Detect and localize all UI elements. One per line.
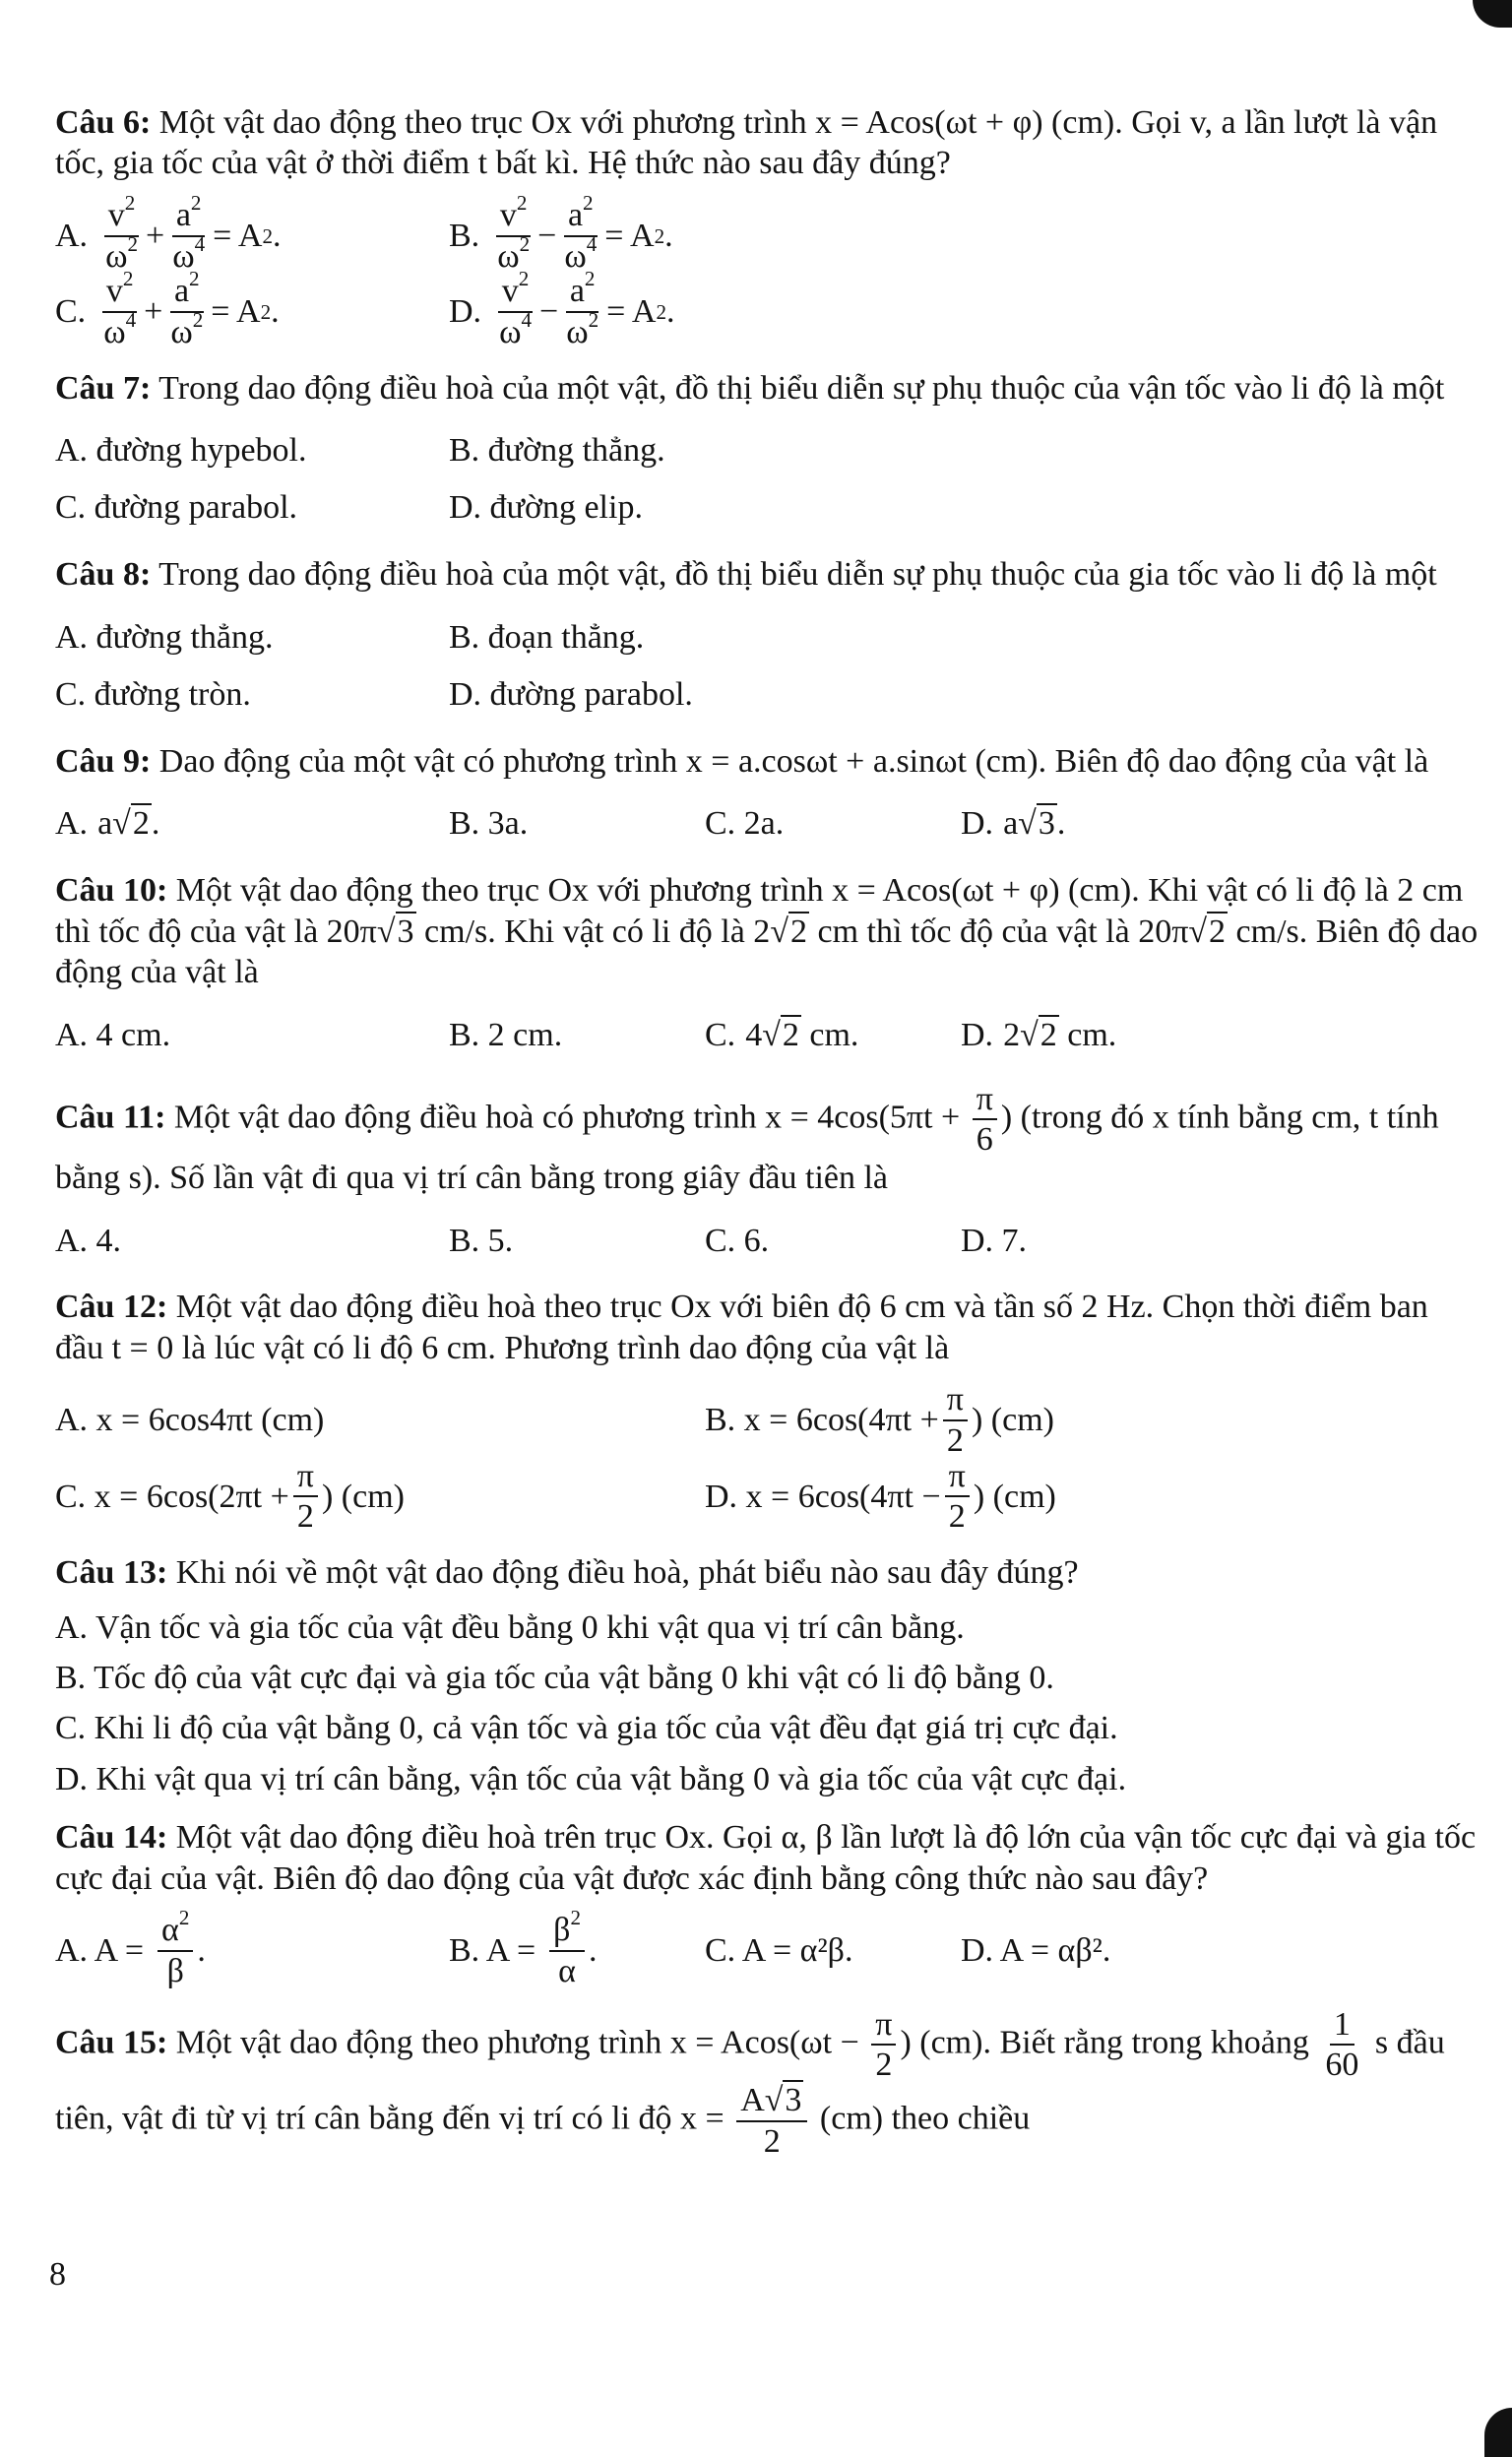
question-10-option-c[interactable]: C. 4 √2 cm. [705,1016,859,1053]
question-6-stem [55,102,1484,184]
question-12-option-b[interactable]: B. x = 6cos(4πt + $\frac{\pi}{2}$ ) (cm) [705,1381,1054,1459]
question-8-label: Câu 8: [55,556,152,594]
question-9-stem: Câu 9: Dao động của một vật có phương trình x = a.cosωt + a.sinωt (cm). Biên độ dao động của vật là [55,742,1429,780]
question-7-options [55,422,1484,536]
question-7-stem: Câu 7: Trong dao động điều hoà của một vật, đồ thị biểu diễn sự phụ thuộc của vận tốc vào li độ là một [55,369,1445,407]
question-11 [55,1082,1484,1270]
question-12-label: Câu 12: [55,1289,168,1326]
question-7-option-c[interactable]: C. đường parabol. [55,489,298,527]
question-7-label: Câu 7: [55,369,152,407]
question-10-option-a[interactable]: A. 4 cm. [55,1016,171,1053]
question-14 [55,1817,1484,1988]
question-10-option-d[interactable]: D. 2 √2 cm. [961,1016,1117,1053]
question-11-option-d[interactable]: D. 7. [961,1222,1028,1259]
question-9-options [55,795,1484,852]
question-14-option-d[interactable]: D. A = αβ². [961,1932,1111,1970]
page-number: 8 [49,2256,66,2293]
question-12-option-d[interactable]: D. x = 6cos(4πt − $\frac{\pi}{2}$ ) (cm) [705,1457,1056,1536]
exercise-page [55,102,1484,2176]
question-9-option-a[interactable]: A. a √2 . [55,795,449,852]
scan-corner-mark [1473,0,1512,28]
question-7 [55,368,1484,536]
question-13-option-d[interactable]: D. Khi vật qua vị trí cân bằng, vận tốc của vật bằng 0 và gia tốc của vật cực đại. [55,1760,1127,1797]
question-10-label: Câu 10: [55,872,168,910]
question-15-label: Câu 15: [55,2024,168,2061]
question-10-options [55,1007,1484,1064]
question-15 [55,2007,1484,2160]
question-12-stem: Câu 12: Một vật dao động điều hoà theo trục Ox với biên độ 6 cm và tần số 2 Hz. Chọn thời điểm ban đầu t = 0 là lúc vật có li độ 6 cm. Phương trình dao động của vật là [55,1289,1428,1366]
question-6-option-a[interactable]: A. $\frac{v^2}{\omega^2}$ + $\frac{a^2}{\omega^4}$ = A 2 . [55,191,282,275]
question-13 [55,1552,1484,1799]
question-9 [55,741,1484,852]
question-7-option-b[interactable]: B. đường thẳng. [449,432,665,470]
question-8-option-a[interactable]: A. đường thẳng. [55,618,274,656]
question-8-options [55,609,1484,724]
question-12 [55,1287,1484,1535]
question-7-option-a[interactable]: A. đường hypebol. [55,432,307,470]
question-10 [55,870,1484,1063]
question-12-option-c[interactable]: C. x = 6cos(2πt + $\frac{\pi}{2}$ ) (cm) [55,1457,405,1536]
question-9-option-b[interactable]: B. 3a. [449,805,529,843]
question-6-option-c[interactable]: C. $\frac{v^2}{\omega^4}$ + $\frac{a^2}{\omega^2}$ = A 2 . [55,267,280,350]
question-13-label: Câu 13: [55,1554,168,1592]
question-6-label: Câu 6: [55,104,152,141]
question-14-label: Câu 14: [55,1819,168,1857]
question-14-option-b[interactable]: B. A = $\frac{\beta^2}{\alpha}$ . [449,1906,598,1989]
question-9-label: Câu 9: [55,742,152,780]
question-6-option-d[interactable]: D. $\frac{v^2}{\omega^4}$ − $\frac{a^2}{\omega^2}$ = A 2 . [449,267,675,350]
question-8-option-b[interactable]: B. đoạn thẳng. [449,618,645,656]
question-6-text: Một vật dao động theo trục Ox với phương trình x = Acos(ωt + φ) (cm). Gọi v, a lần lượt là vận tốc, gia tốc của vật ở thời điểm t bất kì. Hệ thức nào sau đây đúng? [55,104,1438,182]
question-12-option-a[interactable]: A. x = 6cos4πt (cm) [55,1402,325,1439]
question-9-option-c[interactable]: C. 2a. [705,805,785,843]
question-6-option-b[interactable]: B. $\frac{v^2}{\omega^2}$ − $\frac{a^2}{\omega^4}$ = A 2 . [449,191,673,275]
question-11-label: Câu 11: [55,1098,166,1135]
question-14-stem: Câu 14: Một vật dao động điều hoà trên trục Ox. Gọi α, β lần lượt là độ lớn của vận tốc cực đại và gia tốc cực đại của vật. Biên độ dao động của vật được xác định bằng công thức nào sau đây? [55,1819,1477,1897]
question-13-option-c[interactable]: C. Khi li độ của vật bằng 0, cả vận tốc và gia tốc của vật đều đạt giá trị cực đại. [55,1710,1118,1747]
question-11-options [55,1212,1484,1269]
sqrt-symbol: √3 [1018,805,1055,843]
question-8-stem: Câu 8: Trong dao động điều hoà của một vật, đồ thị biểu diễn sự phụ thuộc của gia tốc vào li độ là một [55,556,1437,594]
question-8-option-d[interactable]: D. đường parabol. [449,675,693,713]
question-14-options [55,1906,1484,1989]
question-6 [55,102,1484,350]
question-15-stem: Câu 15: Một vật dao động theo phương trình x = Acos(ωt − $\frac{\pi}{2}$ ) (cm). Biết rằng trong khoảng $\frac{1}{60}$ s đầu tiên, vật đi từ vị trí cân bằng đến vị trí có li độ x = $\frac{A√3}{2}$ (cm) theo chiều [55,2005,1445,2160]
question-11-stem: Câu 11: Một vật dao động điều hoà có phương trình x = 4cos(5πt + $\frac{\pi}{6}$ ) (trong đó x tính bằng cm, t tính bằng s). Số lần vật đi qua vị trí cân bằng trong giây đầu tiên là [55,1080,1439,1196]
question-10-stem: Câu 10: Một vật dao động theo trục Ox với phương trình x = Acos(ωt + φ) (cm). Khi vật có li độ là 2 cm thì tốc độ của vật là 20π√3 cm/s. Khi vật có li độ là 2√2 cm thì tốc độ của vật là 20π√2 cm/s. Biên độ dao động của vật là [55,872,1479,991]
question-11-option-a[interactable]: A. 4. [55,1222,122,1259]
question-13-stem: Câu 13: Khi nói về một vật dao động điều hoà, phát biểu nào sau đây đúng? [55,1554,1079,1592]
sqrt-symbol: √2 [112,805,150,843]
question-6-options [55,191,1484,350]
question-13-option-a[interactable]: A. Vận tốc và gia tốc của vật đều bằng 0 khi vật qua vị trí cân bằng. [55,1608,965,1646]
question-14-option-c[interactable]: C. A = α²β. [705,1932,853,1970]
question-10-option-b[interactable]: B. 2 cm. [449,1016,563,1053]
question-8-option-c[interactable]: C. đường tròn. [55,675,251,713]
question-7-option-d[interactable]: D. đường elip. [449,489,643,527]
question-14-option-a[interactable]: A. A = $\frac{\alpha^2}{\beta}$ . [55,1906,206,1989]
question-9-option-d[interactable]: D. a √3 . [961,795,1484,852]
question-11-option-c[interactable]: C. 6. [705,1222,770,1259]
question-11-option-b[interactable]: B. 5. [449,1222,514,1259]
question-13-option-b[interactable]: B. Tốc độ của vật cực đại và gia tốc của vật bằng 0 khi vật có li độ bằng 0. [55,1659,1054,1696]
scan-corner-mark-bottom [1484,2408,1512,2457]
question-8 [55,554,1484,723]
question-12-options [55,1382,1484,1535]
